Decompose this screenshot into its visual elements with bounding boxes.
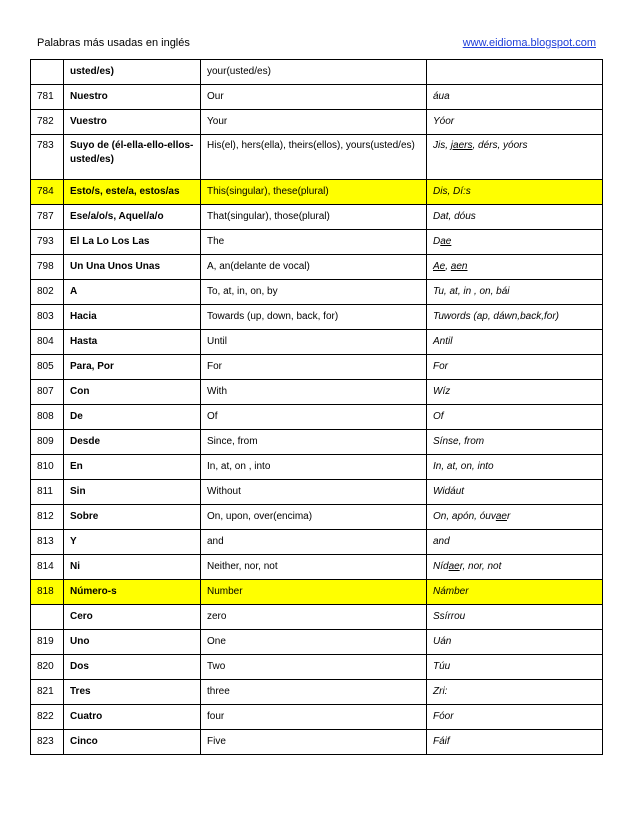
pronunciation-part: jaers (450, 140, 473, 151)
english-word: This(singular), these(plural) (201, 180, 427, 205)
pronunciation-part: aen (450, 261, 468, 272)
row-number: 821 (31, 680, 64, 705)
english-word: and (201, 530, 427, 555)
pronunciation (427, 135, 603, 180)
pronunciation: Sínse, from (427, 430, 603, 455)
spanish-word: Ni (64, 555, 201, 580)
pronunciation (427, 60, 603, 85)
english-word: A, an(delante de vocal) (201, 255, 427, 280)
english-word: With (201, 380, 427, 405)
pronunciation: Wíz (427, 380, 603, 405)
row-number: 781 (31, 85, 64, 110)
spanish-word: Cero (64, 605, 201, 630)
row-number: 803 (31, 305, 64, 330)
english-word: four (201, 705, 427, 730)
pronunciation-part: r (506, 511, 511, 522)
english-word: Until (201, 330, 427, 355)
table-row (31, 330, 603, 355)
english-word: Neither, nor, not (201, 555, 427, 580)
spanish-word: Hasta (64, 330, 201, 355)
row-number: 818 (31, 580, 64, 605)
table-row (31, 355, 603, 380)
spanish-word: Vuestro (64, 110, 201, 135)
spanish-word: Esto/s, este/a, estos/as (64, 180, 201, 205)
table-row (31, 605, 603, 630)
pronunciation (427, 505, 603, 530)
english-word: That(singular), those(plural) (201, 205, 427, 230)
english-word: The (201, 230, 427, 255)
english-word: your(usted/es) (201, 60, 427, 85)
row-number: 805 (31, 355, 64, 380)
pronunciation-part: D (433, 236, 441, 247)
row-number: 823 (31, 730, 64, 755)
pronunciation-part: ae (440, 236, 452, 247)
table-row (31, 730, 603, 755)
english-word: Since, from (201, 430, 427, 455)
spanish-word: Número-s (64, 580, 201, 605)
row-number: 810 (31, 455, 64, 480)
table-row (31, 555, 603, 580)
english-word: Your (201, 110, 427, 135)
table-row (31, 180, 603, 205)
row-number: 809 (31, 430, 64, 455)
pronunciation: and (427, 530, 603, 555)
table-row (31, 705, 603, 730)
english-word: In, at, on , into (201, 455, 427, 480)
row-number: 793 (31, 230, 64, 255)
row-number: 807 (31, 380, 64, 405)
spanish-word: Con (64, 380, 201, 405)
pronunciation: Námber (427, 580, 603, 605)
table-row (31, 255, 603, 280)
english-word: His(el), hers(ella), theirs(ellos), yours(usted/es) (201, 135, 427, 180)
pronunciation: Tuwords (ap, dáwn,back,for) (427, 305, 603, 330)
pronunciation: Zri: (427, 680, 603, 705)
spanish-word: De (64, 405, 201, 430)
row-number: 798 (31, 255, 64, 280)
spanish-word: Desde (64, 430, 201, 455)
english-word: Without (201, 480, 427, 505)
pronunciation (427, 230, 603, 255)
english-word: One (201, 630, 427, 655)
row-number: 804 (31, 330, 64, 355)
pronunciation-part: On, apón, óuv (433, 511, 496, 522)
spanish-word: Sin (64, 480, 201, 505)
site-link[interactable]: www.eidioma.blogspot.com (462, 37, 596, 49)
spanish-word: En (64, 455, 201, 480)
pronunciation: In, at, on, into (427, 455, 603, 480)
english-word: Of (201, 405, 427, 430)
row-number: 820 (31, 655, 64, 680)
row-number: 782 (31, 110, 64, 135)
pronunciation: Fóor (427, 705, 603, 730)
row-number: 783 (31, 135, 64, 180)
row-number: 802 (31, 280, 64, 305)
table-row (31, 380, 603, 405)
table-row (31, 280, 603, 305)
spanish-word: Nuestro (64, 85, 201, 110)
pronunciation (427, 255, 603, 280)
spanish-word: Cinco (64, 730, 201, 755)
table-row (31, 630, 603, 655)
spanish-word: Dos (64, 655, 201, 680)
pronunciation-part: , (445, 261, 451, 272)
row-number: 808 (31, 405, 64, 430)
english-word: Towards (up, down, back, for) (201, 305, 427, 330)
pronunciation: Ssírrou (427, 605, 603, 630)
row-number: 819 (31, 630, 64, 655)
table-row (31, 480, 603, 505)
table-row (31, 430, 603, 455)
pronunciation-part: , dérs, yóors (472, 140, 528, 151)
document-header-title: Palabras más usadas en inglés (37, 37, 190, 49)
row-number (31, 605, 64, 630)
pronunciation: Fáif (427, 730, 603, 755)
pronunciation: Yóor (427, 110, 603, 135)
table-row (31, 110, 603, 135)
table-row (31, 135, 603, 180)
spanish-word: Sobre (64, 505, 201, 530)
vocabulary-table (30, 59, 603, 755)
row-number: 812 (31, 505, 64, 530)
table-row (31, 60, 603, 85)
table-row (31, 85, 603, 110)
row-number: 814 (31, 555, 64, 580)
table-row (31, 530, 603, 555)
spanish-word: Ese/a/o/s, Aquel/a/o (64, 205, 201, 230)
pronunciation-part: r, nor, not (459, 561, 502, 572)
pronunciation: Dis, Dí:s (427, 180, 603, 205)
spanish-word: El La Lo Los Las (64, 230, 201, 255)
spanish-word: Y (64, 530, 201, 555)
row-number: 784 (31, 180, 64, 205)
row-number (31, 60, 64, 85)
row-number: 822 (31, 705, 64, 730)
table-row (31, 655, 603, 680)
pronunciation-part: Jis, (433, 140, 451, 151)
pronunciation-part: Níd (433, 561, 449, 572)
spanish-word: Suyo de (él-ella-ello-ellos-usted/es) (64, 135, 201, 180)
table-row (31, 455, 603, 480)
pronunciation: Uán (427, 630, 603, 655)
english-word: zero (201, 605, 427, 630)
pronunciation: áua (427, 85, 603, 110)
pronunciation (427, 555, 603, 580)
english-word: Number (201, 580, 427, 605)
pronunciation-part: Ae (433, 261, 446, 272)
spanish-word: Para, Por (64, 355, 201, 380)
row-number: 813 (31, 530, 64, 555)
table-row (31, 205, 603, 230)
table-row (31, 680, 603, 705)
english-word: For (201, 355, 427, 380)
pronunciation: For (427, 355, 603, 380)
english-word: three (201, 680, 427, 705)
table-row (31, 405, 603, 430)
english-word: To, at, in, on, by (201, 280, 427, 305)
pronunciation-part: ae (448, 561, 460, 572)
spanish-word: Cuatro (64, 705, 201, 730)
spanish-word: Tres (64, 680, 201, 705)
row-number: 811 (31, 480, 64, 505)
english-word: On, upon, over(encima) (201, 505, 427, 530)
table-row (31, 230, 603, 255)
pronunciation: Of (427, 405, 603, 430)
spanish-word: Uno (64, 630, 201, 655)
pronunciation-part: ae (495, 511, 507, 522)
pronunciation: Antil (427, 330, 603, 355)
pronunciation: Tu, at, in , on, bái (427, 280, 603, 305)
pronunciation: Dat, dóus (427, 205, 603, 230)
table-row (31, 505, 603, 530)
table-row (31, 580, 603, 605)
spanish-word: A (64, 280, 201, 305)
table-row (31, 305, 603, 330)
pronunciation: Túu (427, 655, 603, 680)
row-number: 787 (31, 205, 64, 230)
spanish-word: Un Una Unos Unas (64, 255, 201, 280)
english-word: Five (201, 730, 427, 755)
pronunciation: Widáut (427, 480, 603, 505)
english-word: Two (201, 655, 427, 680)
spanish-word: Hacia (64, 305, 201, 330)
english-word: Our (201, 85, 427, 110)
spanish-word: usted/es) (64, 60, 201, 85)
